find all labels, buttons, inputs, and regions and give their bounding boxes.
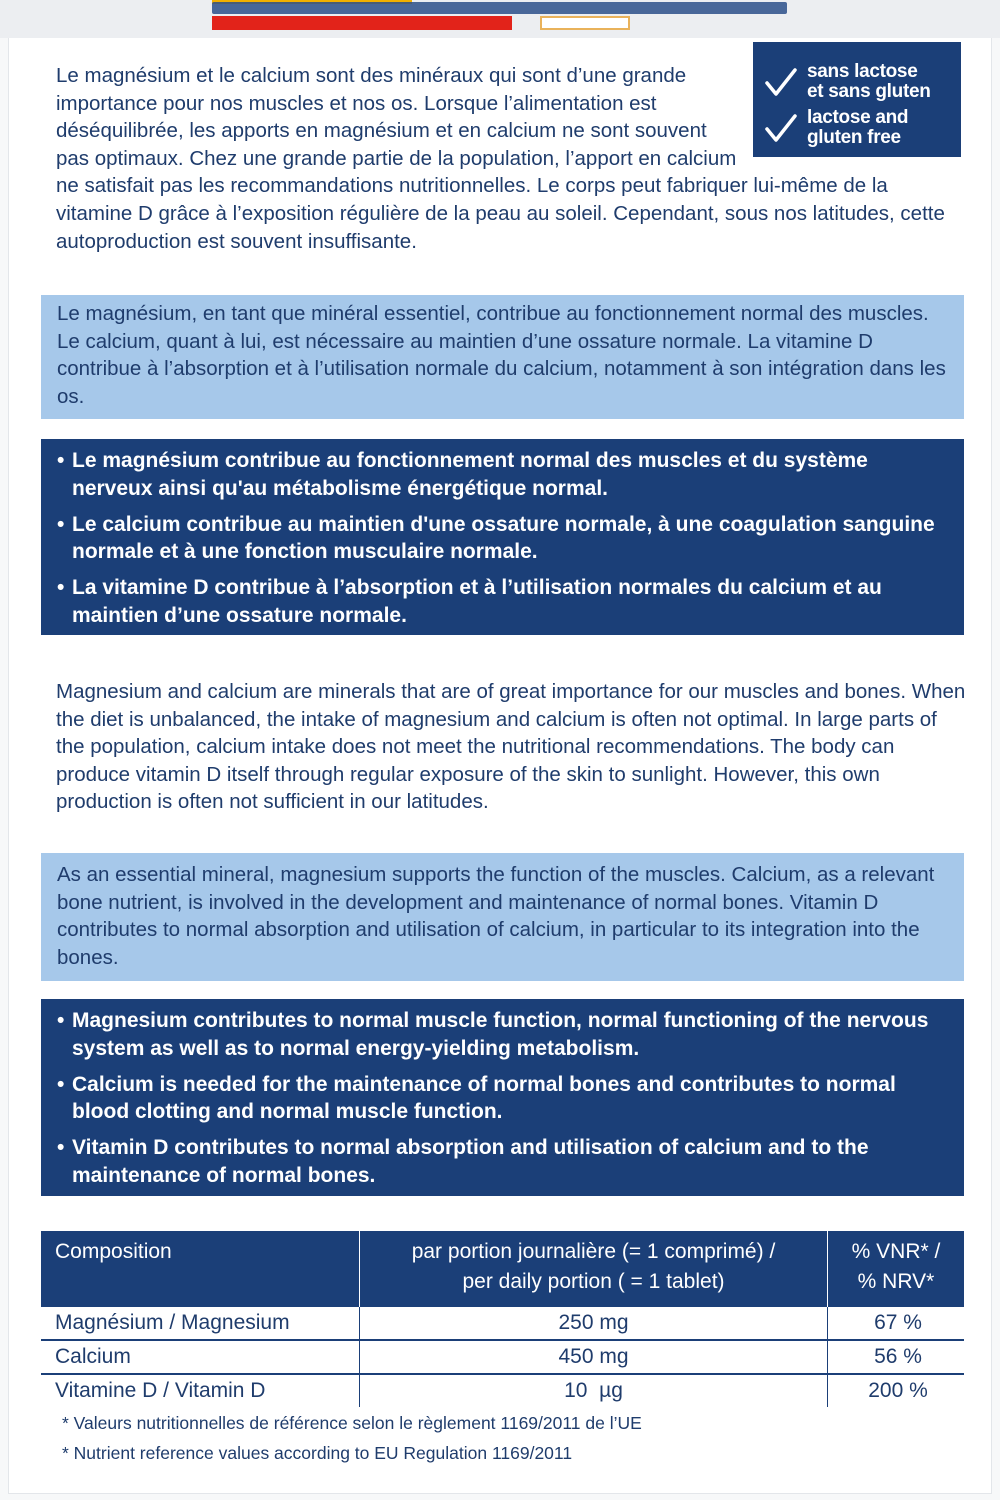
english-highlight-box — [41, 853, 964, 981]
french-intro-text: Le magnésium et le calcium sont des minéraux qui sont d’une grande importance pour nos muscles et nos os. Lorsque l’alimentation est déséquilibrée, les apports en magnésium et en calcium ne sont souvent pas optimaux. Chez une grande partie de la population, l’apport en calcium ne satisfait pas les recommandations nutritionnelles. Le corps peut fabriquer lui-même de la vitamine D grâce à l’exposition régulière de la peau au soleil. Cependant, sous nos latitudes, cette autoproduction est souvent insuffisante. — [56, 64, 945, 253]
english-intro-text: Magnesium and calcium are minerals that are of great importance for our muscles and bones. When the diet is unbalanced, the intake of magnesium and calcium is often not optimal. In large parts of the population, calcium intake does not meet the nutritional recommendations. The body can produce vitamin D itself through regular exposure of the skin to sunlight. However, this own production is often not sufficient in our latitudes. — [56, 680, 966, 814]
french-claims-box — [41, 439, 964, 635]
lactose-gluten-free-en: lactose and gluten free — [807, 107, 909, 148]
brand-logo-fragment — [212, 2, 787, 14]
bullet: • — [57, 1009, 65, 1032]
french-highlight-text: Le magnésium, en tant que minéral essentiel, contribue au fonctionnement normal des muscles. Le calcium, quant à lui, est nécessaire au maintien d’une ossature normale. La vitamine D contribue à l’absorption et à l’utilisation normale du calcium, notamment à son intégration dans les os. — [57, 302, 946, 408]
header-composition: Composition — [41, 1231, 360, 1307]
nutrient-percent: 67 % — [828, 1307, 965, 1340]
english-claim-magnesium: • Magnesium contributes to normal muscle function, normal functioning of the nervous system as well as to normal energy-yielding metabolism. — [57, 1009, 929, 1060]
nutrient-name: Vitamine D / Vitamin D — [41, 1374, 360, 1407]
english-claims-box — [41, 999, 964, 1196]
package-top-edge — [0, 0, 1000, 38]
header-nrv: % VNR* / % NRV* — [828, 1231, 965, 1307]
french-intro-paragraph — [56, 62, 966, 255]
english-claim-vitamin-d: • Vitamin D contributes to normal absorption and utilisation of calcium and to the maintenance of normal bones. — [57, 1136, 869, 1187]
composition-header-row — [41, 1231, 964, 1307]
nutrient-amount: 250 mg — [360, 1307, 828, 1340]
footnote-fr: * Valeurs nutritionnelles de référence selon le règlement 1169/2011 de l’UE — [62, 1413, 642, 1433]
table-row — [41, 1374, 964, 1407]
french-claim-calcium: • Le calcium contribue au maintien d'une ossature normale, à une coagulation sanguine normale et à une fonction musculaire normale. — [57, 512, 935, 563]
french-claim-vitamin-d: • La vitamine D contribue à l’absorption et à l’utilisation normales du calcium et au maintien d’une ossature normale. — [57, 576, 882, 627]
english-claim-calcium: • Calcium is needed for the maintenance of normal bones and contributes to normal blood clotting and normal muscle function. — [57, 1072, 896, 1123]
bullet: • — [57, 576, 65, 599]
bullet: • — [57, 512, 65, 536]
brand-badge-fragment — [540, 16, 630, 30]
english-intro-paragraph — [56, 678, 966, 816]
french-highlight-box — [41, 295, 964, 419]
nutrient-name: Magnésium / Magnesium — [41, 1307, 360, 1340]
english-highlight-text: As an essential mineral, magnesium supports the function of the muscles. Calcium, as a relevant bone nutrient, is involved in the development and maintenance of normal bones. Vitamin D contributes to normal absorption and utilisation of calcium, in particular to its integration into the bones. — [57, 863, 935, 969]
footnote-en: * Nutrient reference values according to EU Regulation 1169/2011 — [62, 1443, 573, 1463]
composition-table — [41, 1231, 964, 1407]
nutrient-percent: 56 % — [828, 1340, 965, 1374]
table-row — [41, 1307, 964, 1340]
nutrient-amount: 10 µg — [360, 1374, 828, 1407]
lactose-gluten-free-fr: sans lactose et sans gluten — [807, 61, 931, 102]
nutrient-percent: 200 % — [868, 1379, 928, 1402]
table-row — [41, 1340, 964, 1374]
bullet: • — [57, 449, 65, 472]
bullet: • — [57, 1072, 65, 1096]
bullet: • — [57, 1136, 65, 1159]
nutrient-name: Calcium — [41, 1340, 360, 1374]
header-daily-portion: par portion journalière (= 1 comprimé) / per daily portion ( = 1 tablet) — [360, 1231, 828, 1307]
nutrient-amount: 450 mg — [360, 1340, 828, 1374]
brand-logo-fragment — [212, 16, 512, 30]
french-claim-magnesium: • Le magnésium contribue au fonctionnement normal des muscles et du système nerveux ainsi qu'au métabolisme énergétique normal. — [57, 449, 868, 500]
